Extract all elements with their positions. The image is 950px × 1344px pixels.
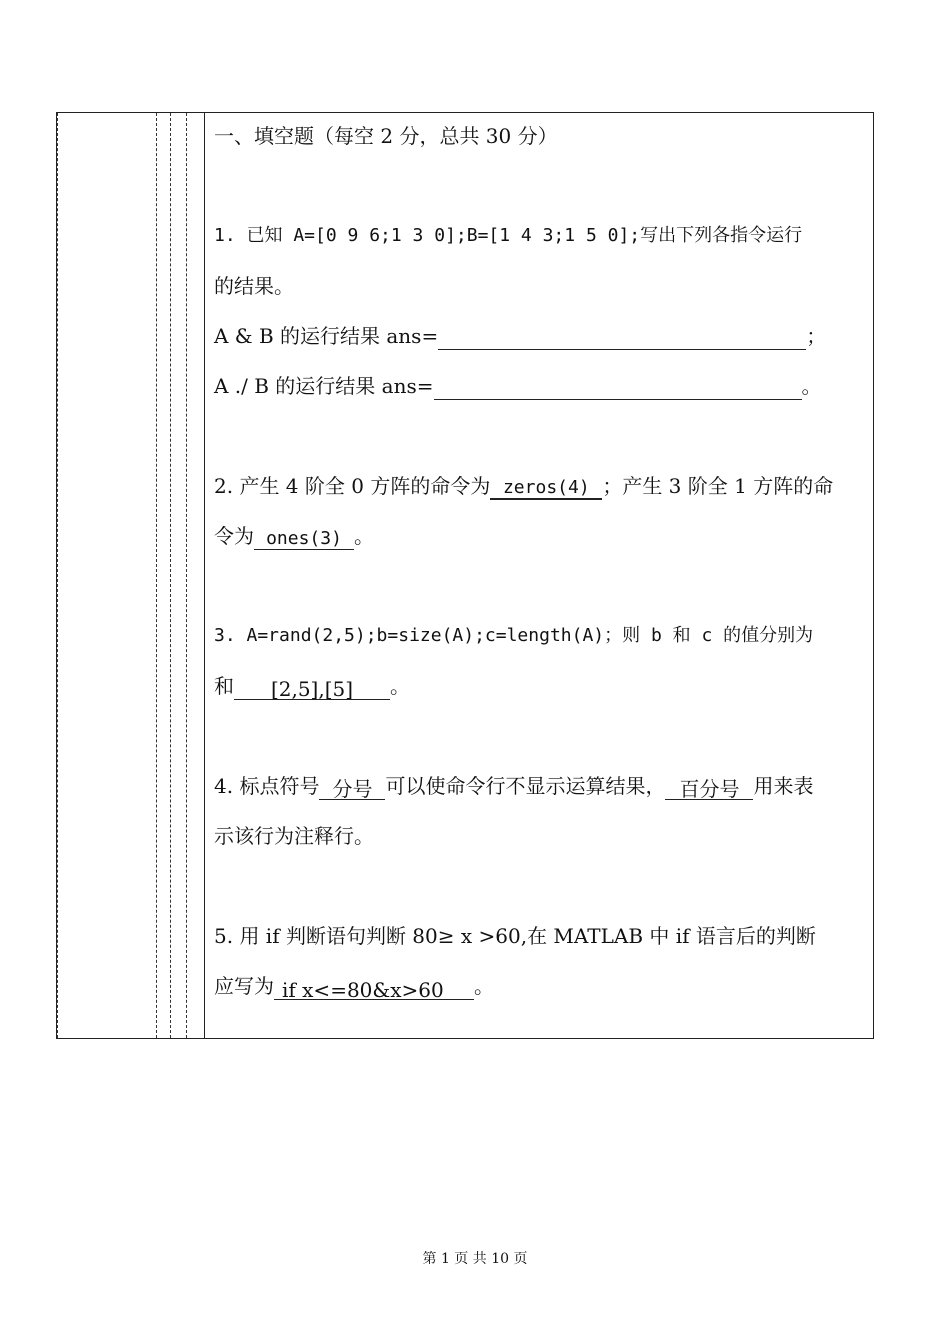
question-1-line-3 [214,322,826,350]
question-2-text: ；产生 3 阶全 1 方阵的命 [602,474,834,498]
answer-semicolon[interactable]: 分号 [319,775,385,800]
question-5-text: 应写为 [214,974,274,998]
question-4-text: 4. 标点符号 [214,774,320,798]
page-number: 第 1 页 共 10 页 [422,1251,528,1267]
question-2-line-1 [214,472,833,500]
question-3-line-2 [214,672,410,700]
answer-size-length[interactable]: [2,5],[5] [234,675,390,700]
question-3-text: 和 [214,674,234,698]
question-5-line-2 [214,972,494,1000]
question-1-line-4 [214,372,822,400]
question-2-text: 2. 产生 4 阶全 0 方阵的命令为 [214,474,491,498]
question-2-line-2 [214,522,374,550]
punctuation: ； [806,324,827,348]
question-1-a-and-b-label: A & B 的运行结果 ans= [214,324,439,348]
binding-dashed-line [170,113,171,1038]
question-2-text: 令为 [214,524,254,548]
punctuation: 。 [390,674,410,698]
question-4-line-2: 示该行为注释行。 [214,824,374,848]
punctuation: 。 [354,524,374,548]
punctuation: 。 [801,374,822,398]
question-1-line-2: 的结果。 [214,274,294,298]
answer-if-condition[interactable]: if x<=80&x>60 [274,976,474,1000]
answer-blank[interactable] [438,325,806,350]
question-4-text: 可以使命令行不显示运算结果， [385,774,666,798]
question-4-text: 用来表 [753,774,814,798]
binding-dashed-line [156,113,157,1038]
section-title: 一、填空题（每空 2 分，总共 30 分） [214,124,558,148]
answer-percent[interactable]: 百分号 [665,775,753,800]
exam-frame [56,112,874,1039]
question-5-line-1: 5. 用 if 判断语句判断 80≥ x >60,在 MATLAB 中 if 语言后的判断 [214,924,816,948]
answer-ones[interactable]: ones(3) [254,525,354,550]
answer-zeros[interactable]: zeros(4) [490,474,602,500]
binding-dashed-line [57,113,58,1038]
question-4-line-1 [214,772,813,800]
question-3-line-1: 3. A=rand(2,5);b=size(A);c=length(A)；则 b 和 c 的值分别为 [214,625,814,646]
question-1-line-1: 1. 已知 A=[0 9 6;1 3 0];B=[1 4 3;1 5 0];写出下列各指令运行 [214,225,803,246]
punctuation: 。 [474,974,494,998]
question-1-a-div-b-label: A ./ B 的运行结果 ans= [214,374,434,398]
answer-blank[interactable] [434,375,802,400]
column-divider [204,113,205,1038]
binding-dashed-line [186,113,187,1038]
